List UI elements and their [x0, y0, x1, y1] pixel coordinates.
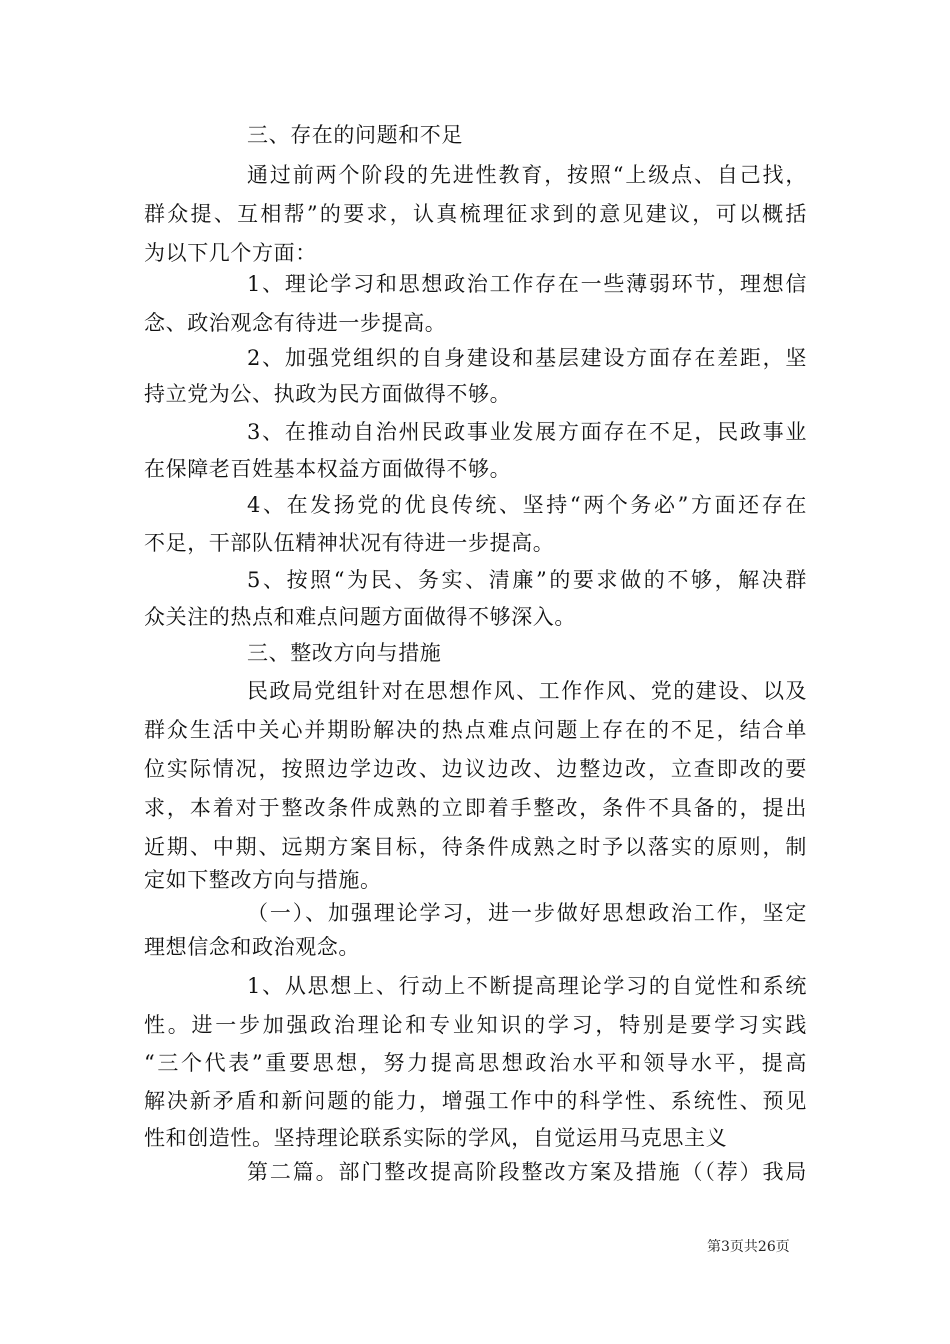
paragraph-line: 群众生活中关心并期盼解决的热点难点问题上存在的不足，结合单 [144, 718, 807, 742]
paragraph-line: 求，本着对于整改条件成熟的立即着手整改，条件不具备的，提出 [144, 796, 807, 820]
list-item-line: 3、在推动自治州民政事业发展方面存在不足，民政事业 [247, 420, 807, 444]
paragraph-line: 为以下几个方面： [144, 241, 317, 265]
paragraph-line: 民政局党组针对在思想作风、工作作风、党的建设、以及 [247, 679, 807, 703]
list-item-line: 4、在发扬党的优良传统、坚持“两个务必”方面还存在 [247, 493, 807, 517]
paragraph-line: 近期、中期、远期方案目标，待条件成熟之时予以落实的原则，制 [144, 835, 807, 859]
paragraph-line: 群众提、互相帮”的要求，认真梳理征求到的意见建议，可以概括 [144, 202, 807, 226]
paragraph-line: 位实际情况，按照边学边改、边议边改、边整边改，立查即改的要 [144, 757, 807, 781]
paragraph-line: 定如下整改方向与措施。 [144, 868, 382, 892]
subheading-line: 理想信念和政治观念。 [144, 935, 360, 959]
list-item-line: 念、政治观念有待进一步提高。 [144, 311, 447, 335]
subheading-line: （一）、加强理论学习，进一步做好思想政治工作，坚定 [247, 901, 807, 925]
heading-rectification: 三、整改方向与措施 [247, 641, 442, 665]
heading-problems: 三、存在的问题和不足 [247, 123, 463, 147]
paragraph-line: 性和创造性。坚持理论联系实际的学风，自觉运用马克思主义 [144, 1126, 728, 1150]
paragraph-line: 1、从思想上、行动上不断提高理论学习的自觉性和系统 [247, 974, 807, 998]
list-item-line: 持立党为公、执政为民方面做得不够。 [144, 382, 512, 406]
list-item-line: 众关注的热点和难点问题方面做得不够深入。 [144, 605, 576, 629]
list-item-line: 不足，干部队伍精神状况有待进一步提高。 [144, 531, 555, 555]
paragraph-line: 通过前两个阶段的先进性教育，按照“上级点、自己找， [247, 163, 807, 187]
page-number: 第3页共26页 [707, 1239, 790, 1255]
list-item-line: 在保障老百姓基本权益方面做得不够。 [144, 457, 512, 481]
paragraph-line: “三个代表”重要思想，努力提高思想政治水平和领导水平，提高 [144, 1051, 807, 1075]
section-title-line: 第二篇。部门整改提高阶段整改方案及措施（（荐）我局 [247, 1160, 807, 1184]
list-item-line: 1、理论学习和思想政治工作存在一些薄弱环节，理想信 [247, 272, 807, 296]
list-item-line: 2、加强党组织的自身建设和基层建设方面存在差距，坚 [247, 346, 807, 370]
list-item-line: 5、按照“为民、务实、清廉”的要求做的不够，解决群 [247, 568, 807, 592]
paragraph-line: 解决新矛盾和新问题的能力，增强工作中的科学性、系统性、预见 [144, 1089, 807, 1113]
paragraph-line: 性。进一步加强政治理论和专业知识的学习，特别是要学习实践 [144, 1013, 807, 1037]
